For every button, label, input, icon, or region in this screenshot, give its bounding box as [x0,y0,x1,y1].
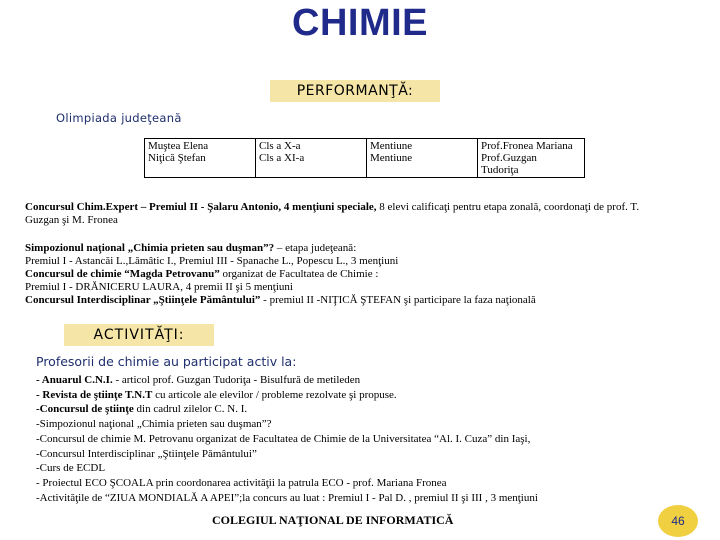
list-item: -Activităţile de “ZIUA MONDIALĂ A APEI”;la concurs au luat : Premiul I - Pal D. , premiul II şi III , 3 menţiuni [36,491,538,504]
simpozion-title: Simpozionul naţional „Chimia prieten sau duşman”? [25,242,275,254]
activities-list [36,373,676,505]
table-cell-classes [256,139,367,178]
competitions-paragraph [25,242,675,307]
student-class: Cls a X-a [259,140,301,152]
chimexpert-text: 8 elevi calificaţi pentru etapa zonală, coordonaţi de prof. T. Guzgan şi M. Fronea [25,201,640,226]
award: Mentiune [370,140,413,152]
interdisciplinar-line [25,294,675,307]
table-row [145,139,585,178]
list-item: -Concursul de chimie M. Petrovanu organizat de Facultatea de Chimie de la Universitatea “Al. I. Cuza” din Iaşi, [36,432,531,445]
table-cell-names [145,139,256,178]
petrovanu-organizer: organizat de Facultatea de Chimie : [219,268,379,280]
list-item: - Revista de ştiinţe T.N.T cu articole ale elevilor / probleme rezolvate şi propuse. [36,388,397,401]
table-cell-awards [367,139,478,178]
chimexpert-bold: Concursul Chim.Expert – Premiul II - Şalaru Antonio, 4 menţiuni speciale, [25,201,377,213]
interdisciplinar-result: - premiul II -NIŢICĂ ŞTEFAN şi participare la faza naţională [260,294,536,306]
teacher: Prof.Fronea Mariana [481,140,573,152]
footer-school-name: COLEGIUL NAŢIONAL DE INFORMATICĂ [212,513,454,527]
student-class: Cls a XI-a [259,152,305,164]
teacher: Tudoriţa [481,164,519,176]
teacher: Prof.Guzgan [481,152,537,164]
chimexpert-paragraph [25,201,675,227]
olympiad-table [144,138,585,178]
list-item: -Curs de ECDL [36,462,106,475]
page-number-badge: 46 [658,505,698,537]
list-item: -Simpozionul naţional „Chimia prieten sau duşman”? [36,418,272,431]
student-name: Muştea Elena [148,140,209,152]
table-cell-teachers [478,139,585,178]
list-item: - Proiectul ECO ŞCOALA prin coordonarea activităţii la patrula ECO - prof. Mariana Fronea [36,476,447,489]
olympiad-heading: Olimpiada judeţeană [56,111,182,125]
list-item: -Concursul de ştiinţe din cadrul zilelor C. N. I. [36,403,248,416]
petrovanu-title: Concursul de chimie “Magda Petrovanu” [25,268,220,280]
activities-lead: Profesorii de chimie au participat activ la: [36,354,297,369]
simpozion-prizes: Premiul I - Astancăi L.,Lămâtic I., Premiul III - Spanache L., Popescu L., 3 menţiuni [25,255,399,267]
petrovanu-line [25,268,675,281]
page-title: CHIMIE [292,2,428,44]
activities-banner: ACTIVITĂŢI: [64,324,214,346]
petrovanu-prizes: Premiul I - DRĂNICERU LAURA, 4 premii II şi 5 menţiuni [25,281,293,293]
performance-banner: PERFORMANŢĂ: [270,80,440,102]
interdisciplinar-title: Concursul Interdisciplinar „Ştiinţele Pământului” [25,294,261,306]
list-item: - Anuarul C.N.I. - articol prof. Guzgan Tudoriţa - Bisulfură de metileden [36,374,361,386]
simpozion-stage: – etapa judeţeană: [274,242,357,254]
simpozion-line [25,242,675,255]
award: Mentiune [370,152,413,164]
list-item: -Concursul Interdisciplinar „Ştiinţele Pământului” [36,447,257,460]
student-name: Niţică Ştefan [148,152,206,164]
